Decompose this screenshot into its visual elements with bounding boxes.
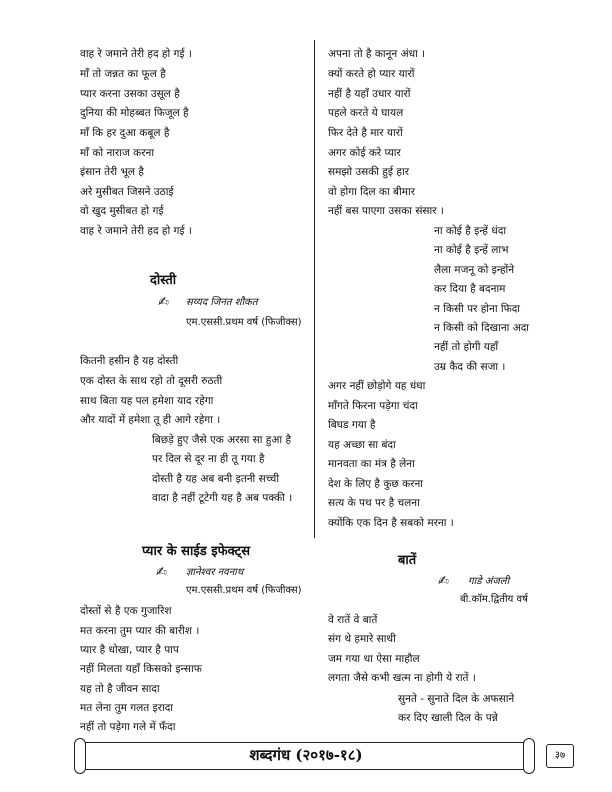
side-effects-title: प्यार के साईड इफेक्ट्स	[142, 544, 251, 559]
dosti-line: दोस्ती है यह अब बनी इतनी सच्ची	[152, 473, 280, 485]
poem2-closing-line: माँगते फिरना पड़ेगा चंदा	[328, 400, 418, 412]
dosti-author: सय्यद जिनत शौकत	[186, 297, 258, 308]
side-effects-line: यह तो है जीवन सादा	[80, 683, 160, 695]
poem1-line: वाह रे जमाने तेरी हद हो गई ।	[80, 48, 192, 60]
dosti-line: और यादों में हमेशा तू ही आगे रहेगा ।	[80, 414, 221, 426]
poem1-line: इंसान तेरी भूल है	[80, 166, 144, 178]
page-number: ३७	[546, 744, 574, 768]
poem1-line: माँ को नाराज करना	[80, 147, 155, 159]
pen-icon: ✍	[158, 295, 169, 310]
poem1-line: अरे मुसीबत जिसने उठाई	[80, 186, 174, 198]
poem2-indent-line: नहीं तो होगी यहाँ	[434, 341, 499, 353]
side-effects-line: मत लेना तुम गलत इरादा	[80, 702, 174, 714]
dosti-line: कितनी हसीन है यह दोस्ती	[80, 355, 179, 367]
dosti-line: बिछड़े हुए जैसे एक अरसा सा हुआ है	[152, 434, 292, 446]
poem2-indent-line: न किसी को दिखाना अदा	[434, 322, 530, 334]
side-effects-line: प्यार है धोखा, प्यार है पाप	[80, 644, 179, 656]
poem2-line: अगर कोई करे प्यार	[328, 147, 401, 159]
poem1-line: माँ कि हर दुआ कबूल है	[80, 127, 170, 139]
side-effects-class: एम.एससी.प्रथम वर्ष (फिजीक्स)	[186, 585, 302, 596]
poem2-closing-line: देश के लिए है कुछ करना	[328, 478, 424, 490]
baatein-title: बातें	[398, 553, 417, 568]
poem2-indent-line: लैला मजनू को इन्होंने	[434, 264, 515, 276]
poem2-line: नहीं बस पाएगा उसका संसार ।	[328, 205, 444, 217]
dosti-title: दोस्ती	[150, 273, 177, 288]
dosti-line: एक दोस्त के साथ रहो तो दूसरी रुठती	[80, 375, 223, 387]
baatein-line: वे रातें वे बातें	[328, 614, 378, 626]
poem2-closing-line: मानवता का मंत्र है लेना	[328, 458, 415, 470]
poem1-line: प्यार करना उसका उसूल है	[80, 88, 180, 100]
side-effects-line: मत करना तुम प्यार की बारीश ।	[80, 625, 200, 637]
baatein-line: लगता जैसे कभी खत्म ना होगी ये रातें ।	[328, 672, 476, 684]
dosti-class: एम.एससी.प्रथम वर्ष (फिजीक्स)	[186, 317, 302, 328]
poem2-line: वो होगा दिल का बीमार	[328, 186, 416, 198]
baatein-author: गाडे अंजली	[468, 576, 510, 587]
poem2-indent-line: न किसी पर होना फिदा	[434, 303, 520, 315]
dosti-line: साथ बिता यह पल हमेशा याद रहेगा	[80, 395, 214, 407]
poem2-line: पहले करते ये घायल	[328, 107, 404, 119]
side-effects-author: ज्ञानेश्वर नवनाथ	[186, 567, 244, 578]
poem2-line: अपना तो है कानून अंधा ।	[328, 48, 426, 60]
dosti-line: वादा है नहीं टूटेगी यह है अब पक्की ।	[152, 492, 293, 504]
poem1-line: वाह रे जमाने तेरी हद हो गई ।	[80, 225, 192, 237]
pen-icon: ✍	[156, 565, 167, 580]
poem2-indent-line: ना कोई है इन्हें धंदा	[434, 225, 507, 237]
poem2-closing-line: यह अच्छा सा बंदा	[328, 439, 396, 451]
poem2-line: क्यों करते हो प्यार यारों	[328, 68, 415, 80]
baatein-class: बी.कॉम.द्वितीय वर्ष	[460, 594, 528, 605]
side-effects-line: दोस्तों से है एक गुजारिश	[80, 605, 172, 617]
poem2-closing-line: बिघड गया है	[328, 419, 376, 431]
dosti-line: पर दिल से दूर ना ही तू गया है	[152, 453, 265, 465]
poem2-closing-line: सत्य के पथ पर है चलना	[328, 497, 420, 509]
poem2-indent-line: कर दिया है बदनाम	[434, 283, 506, 295]
poem2-indent-line: उम्र कैद की सजा ।	[434, 361, 506, 373]
poem2-indent-line: ना कोई है इन्हें लाभ	[434, 244, 509, 256]
poem2-closing-line: क्योंकि एक दिन है सबको मरना ।	[328, 517, 454, 529]
column-divider	[314, 40, 315, 538]
poem2-line: नहीं है यहाँ उधार यारों	[328, 88, 411, 100]
footer-title: शब्दगंध (२०१७-१८)	[249, 746, 363, 764]
poem2-line: समझो उसकी हुई हार	[328, 166, 410, 178]
poem1-line: माँ तो जन्नत का फूल है	[80, 68, 166, 80]
baatein-line: जम गया था ऐसा माहौल	[328, 653, 420, 665]
baatein-line: संग थे हमारे साथी	[328, 633, 396, 645]
side-effects-line: नहीं तो पड़ेगा गले में फँदा	[80, 721, 176, 733]
side-effects-line: नहीं मिलता यहाँ किसको इन्साफ	[80, 663, 202, 675]
pen-icon: ✍	[438, 574, 449, 589]
baatein-indent-line: सुनते - सुनाते दिल के अफसाने	[398, 693, 515, 705]
poem2-closing-line: अगर नहीं छोड़ोगे यह धंधा	[328, 380, 426, 392]
poem2-line: फिर देते है मार यारों	[328, 127, 403, 139]
poem1-line: दुनिया की मोहब्बत फिजूल है	[80, 107, 189, 119]
poem1-line: वो खुद मुसीबत हो गई	[80, 205, 164, 217]
baatein-indent-line: कर दिए खाली दिल के पन्ने	[398, 712, 498, 724]
